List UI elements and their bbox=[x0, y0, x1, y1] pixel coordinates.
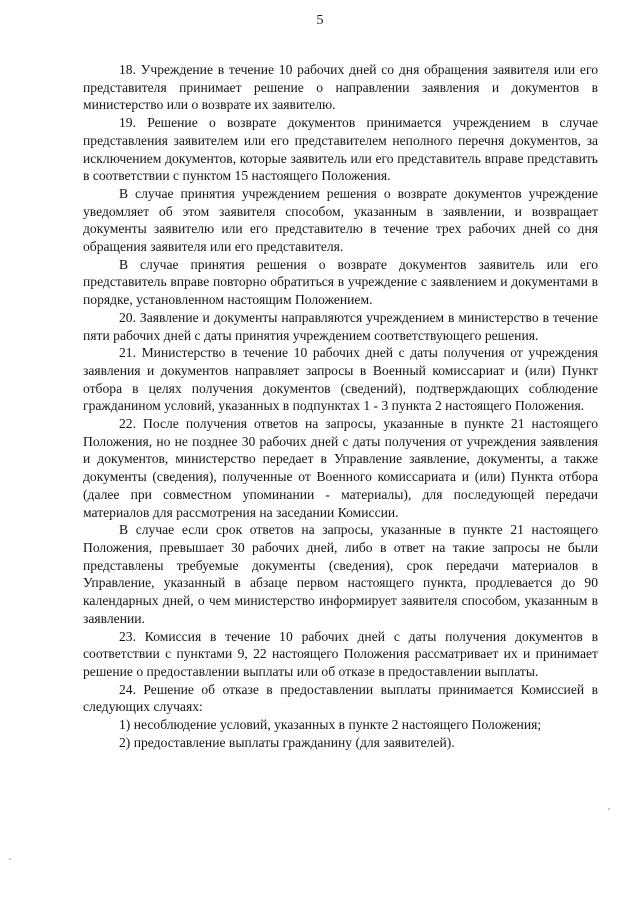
paragraph-19-resubmit: В случае принятия решения о возврате документов заявитель или его представитель вправе повторно обратиться в учреждение с заявлением и документами в порядке, установленном настоящим Положением. bbox=[83, 256, 598, 308]
page-number: 5 bbox=[316, 13, 324, 28]
document-body bbox=[83, 61, 598, 751]
paragraph-24-item-1: 1) несоблюдение условий, указанных в пункте 2 настоящего Положения; bbox=[119, 717, 542, 733]
paragraph-18: 18. Учреждение в течение 10 рабочих дней со дня обращения заявителя или его представителя принимает решение о направлении заявления и документов в министерство или о возврате их заявителю. bbox=[83, 62, 598, 113]
paragraph-20: 20. Заявление и документы направляются учреждением в министерство в течение пяти рабочих дней с даты принятия учреждением соответствующего решения. bbox=[83, 309, 598, 343]
scan-speck bbox=[608, 808, 610, 810]
paragraph-19-notice: В случае принятия учреждением решения о возврате документов учреждение уведомляет об этом заявителя способом, указанным в заявлении, и возвращает документы заявителю или его представителю в течение трех рабочих дней со дня обращения заявителя или его представителя. bbox=[83, 185, 598, 255]
paragraph-23: 23. Комиссия в течение 10 рабочих дней с даты получения документов в соответствии с пунктами 9, 22 настоящего Положения рассматривает их и принимает решение о предоставлении выплаты или об отказе в предоставлении выплаты. bbox=[83, 628, 598, 679]
paragraph-24-item-2: 2) предоставление выплаты гражданину (для заявителей). bbox=[119, 734, 455, 750]
paragraph-22-extension: В случае если срок ответов на запросы, указанные в пункте 21 настоящего Положения, превышает 30 рабочих дней, либо в ответ на такие запросы не были представлены требуемые документы (сведения), срок передачи материалов в Управление, указанный в абзаце первом настоящего пункта, продлевается до 90 календарных дней, о чем министерство информирует заявителя способом, указанным в заявлении. bbox=[83, 522, 598, 626]
paragraph-19: 19. Решение о возврате документов принимается учреждением в случае представления заявителем или его представителем неполного перечня документов, за исключением документов, которые заявитель или его представитель вправе представить в соответствии с пунктом 15 настоящего Положения. bbox=[83, 115, 598, 184]
paragraph-21: 21. Министерство в течение 10 рабочих дней с даты получения от учреждения заявления и документов направляет запросы в Военный комиссариат и (или) Пункт отбора в целях получения документов (сведений), подтверждающих соблюдение гражданином условий, указанных в подпунктах 1 - 3 пункта 2 настоящего Положения. bbox=[83, 345, 598, 414]
paragraph-24: 24. Решение об отказе в предоставлении выплаты принимается Комиссией в следующих случаях: bbox=[83, 681, 598, 715]
paragraph-22: 22. После получения ответов на запросы, указанные в пункте 21 настоящего Положения, но не позднее 30 рабочих дней с даты получения от учреждения заявления и документов, министерство передает в Управление заявление, документы, а также документы (сведения), полученные от Военного комиссариата и (или) Пункта отбора (далее при совместном упоминании - материалы), для последующей передачи материалов для рассмотрения на заседании Комиссии. bbox=[83, 416, 598, 520]
scan-speck bbox=[9, 858, 11, 860]
